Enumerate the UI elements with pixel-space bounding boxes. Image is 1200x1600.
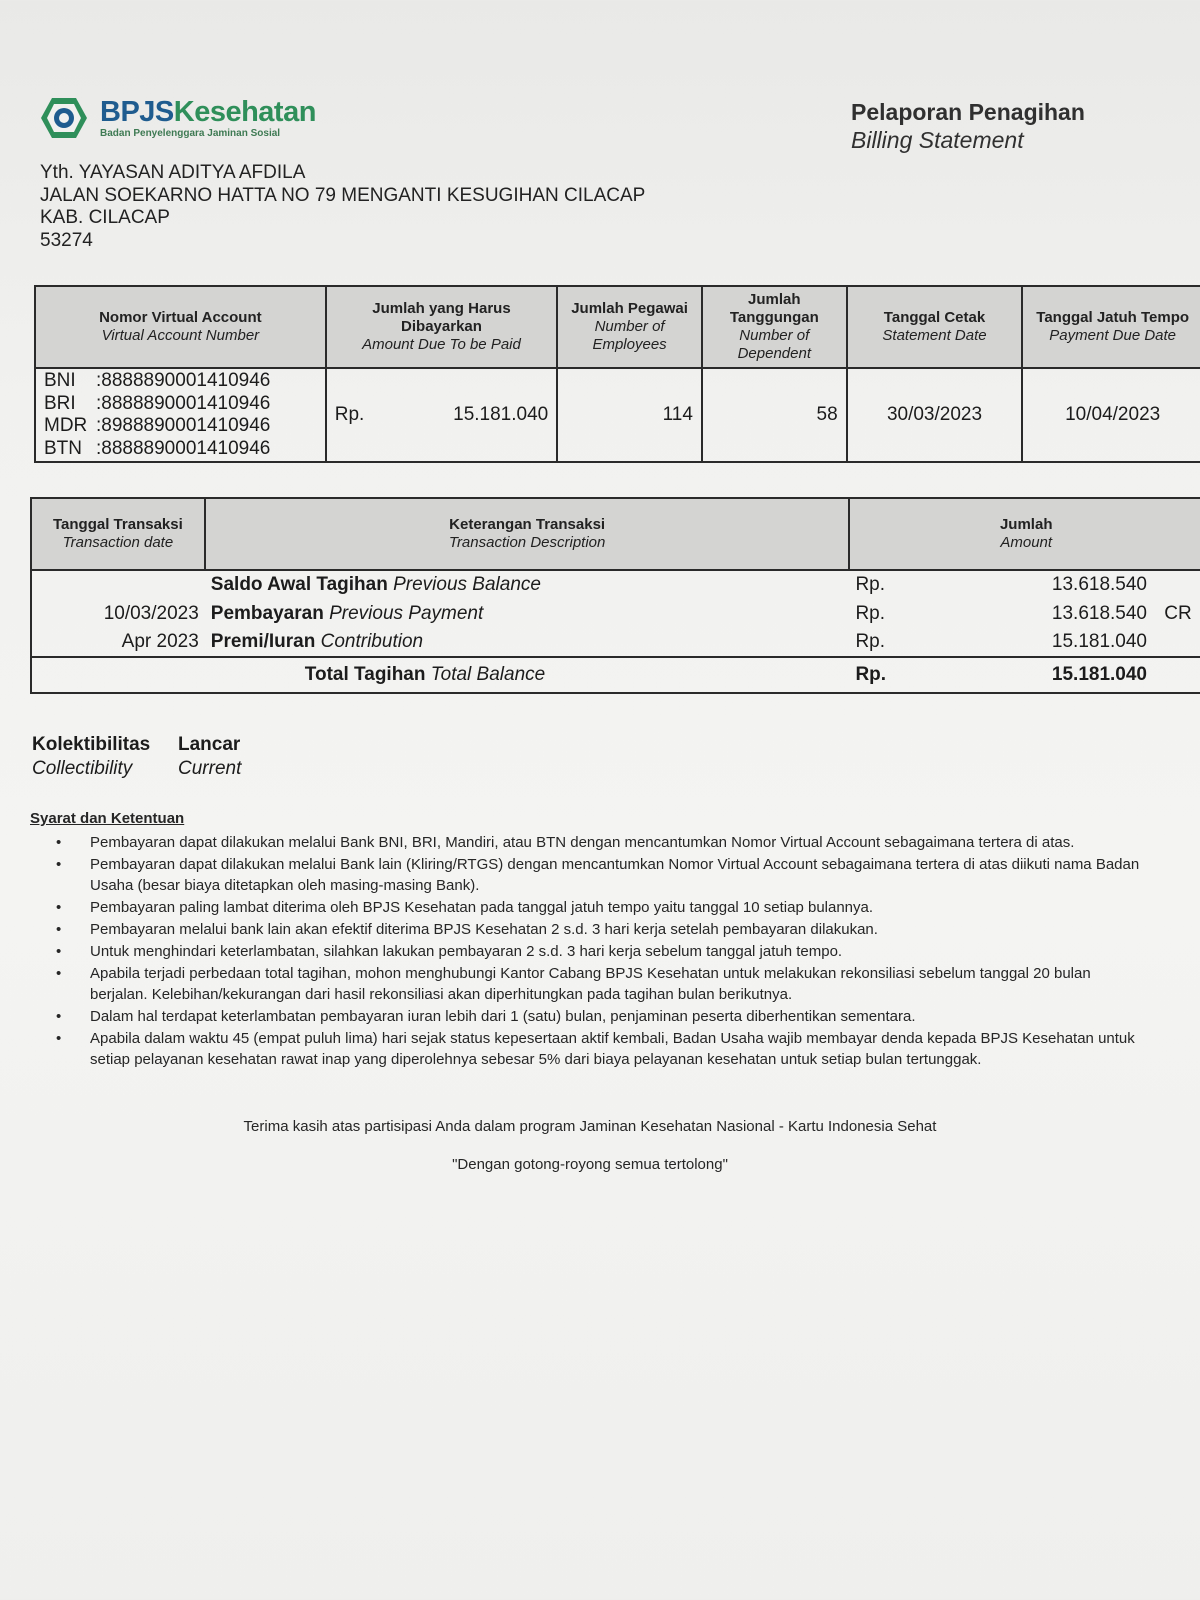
brand-tagline: Badan Penyelenggara Jaminan Sosial xyxy=(100,128,281,139)
title-id: Pelaporan Penagihan xyxy=(851,99,1085,125)
address-line: KAB. CILACAP xyxy=(40,207,170,228)
dependent-count: 58 xyxy=(702,368,847,462)
header-amount: Jumlah Amount xyxy=(849,498,1200,570)
list-item: • Pembayaran dapat dilakukan melalui Bank BNI, BRI, Mandiri, atau BTN dengan mencantumkan Nomor Virtual Account sebagaimana tertera di atas. xyxy=(30,832,1150,853)
header-va: Nomor Virtual Account Virtual Account Number xyxy=(35,286,326,368)
due-date: 10/04/2023 xyxy=(1022,368,1200,462)
table-row: Saldo Awal Tagihan Previous Balance Rp. 13.618.540 xyxy=(31,570,1200,599)
header-employees: Jumlah Pegawai Number of Employees xyxy=(557,286,702,368)
list-item: • Apabila terjadi perbedaan total tagihan, mohon menghubungi Kantor Cabang BPJS Kesehatan untuk melakukan rekonsiliasi sebelum tanggal 20 bulan berjalan. Kelebihan/kekurangan dari hasil rekonsiliasi akan diperhitungkan pada tagihan bulan berikutnya. xyxy=(30,963,1150,1005)
address-line: 53274 xyxy=(40,229,93,251)
brand-name-b: Kesehatan xyxy=(173,96,316,128)
billing-summary-table xyxy=(34,285,1200,463)
list-item: • Untuk menghindari keterlambatan, silahkan lakukan pembayaran 2 s.d. 3 hari kerja sebelum tanggal jatuh tempo. xyxy=(30,941,1150,962)
transactions-table xyxy=(30,497,1200,694)
table-row: Apr 2023 Premi/Iuran Contribution Rp. 15.181.040 xyxy=(31,628,1200,657)
address-line: Yth. YAYASAN ADITYA AFDILA xyxy=(40,162,306,183)
list-item: • Dalam hal terdapat keterlambatan pembayaran iuran lebih dari 1 (satu) bulan, penjaminan peserta diberhentikan sementara. xyxy=(30,1006,1150,1027)
bpjs-logo xyxy=(40,96,316,140)
table-row: 10/03/2023 Pembayaran Previous Payment Rp. 13.618.540 CR xyxy=(31,599,1200,628)
employee-count: 114 xyxy=(557,368,702,462)
amount-due: Rp. 15.181.040 xyxy=(326,368,558,462)
bpjs-logo-icon xyxy=(40,96,88,140)
header-dependents: Jumlah Tanggungan Number of Dependent xyxy=(702,286,847,368)
document-title xyxy=(851,98,1085,154)
header-due-date: Tanggal Jatuh Tempo Payment Due Date xyxy=(1022,286,1200,368)
header-amount-due: Jumlah yang Harus Dibayarkan Amount Due To be Paid xyxy=(326,286,558,368)
statement-date: 30/03/2023 xyxy=(847,368,1023,462)
collectibility: Kolektibilitas Lancar Collectibility Current xyxy=(32,734,242,779)
va-numbers: BNI :8888890001410946 BRI :8888890001410946 MDR :8988890001410946 BTN :8888890001410946 xyxy=(35,368,326,462)
motto-text: "Dengan gotong-royong semua tertolong" xyxy=(452,1156,728,1173)
list-item: • Pembayaran dapat dilakukan melalui Bank lain (Kliring/RTGS) dengan mencantumkan Nomor Virtual Account sebagaimana tertera di atas diikuti nama Badan Usaha (besar biaya ditetapkan oleh masing-masing Bank). xyxy=(30,854,1150,896)
title-en: Billing Statement xyxy=(851,127,1024,153)
total-row: Total Tagihan Total Balance Rp. 15.181.040 xyxy=(31,657,1200,693)
header-statement-date: Tanggal Cetak Statement Date xyxy=(847,286,1023,368)
brand-name-a: BPJS xyxy=(100,96,174,128)
terms-heading: Syarat dan Ketentuan xyxy=(30,810,185,827)
list-item: • Pembayaran paling lambat diterima oleh BPJS Kesehatan pada tanggal jatuh tempo yaitu tanggal 10 setiap bulannya. xyxy=(30,897,1150,918)
header-transaction-desc: Keterangan Transaksi Transaction Description xyxy=(205,498,850,570)
header-transaction-date: Tanggal Transaksi Transaction date xyxy=(31,498,205,570)
terms-and-conditions xyxy=(30,810,1150,1071)
list-item: • Pembayaran melalui bank lain akan efektif diterima BPJS Kesehatan 2 s.d. 3 hari kerja setelah pembayaran dilakukan. xyxy=(30,919,1150,940)
recipient-address xyxy=(40,162,645,252)
thanks-text: Terima kasih atas partisipasi Anda dalam program Jaminan Kesehatan Nasional - Kartu Indonesia Sehat xyxy=(243,1118,937,1135)
address-line: JALAN SOEKARNO HATTA NO 79 MENGANTI KESUGIHAN CILACAP xyxy=(40,184,646,206)
list-item: • Apabila dalam waktu 45 (empat puluh lima) hari sejak status kepesertaan aktif kembali, Badan Usaha wajib membayar denda kepada BPJS Kesehatan untuk setiap pelayanan kesehatan rawat inap yang diperolehnya sebesar 5% dari biaya pelayanan kesehatan untuk setiap bulan tertunggak. xyxy=(30,1028,1150,1070)
